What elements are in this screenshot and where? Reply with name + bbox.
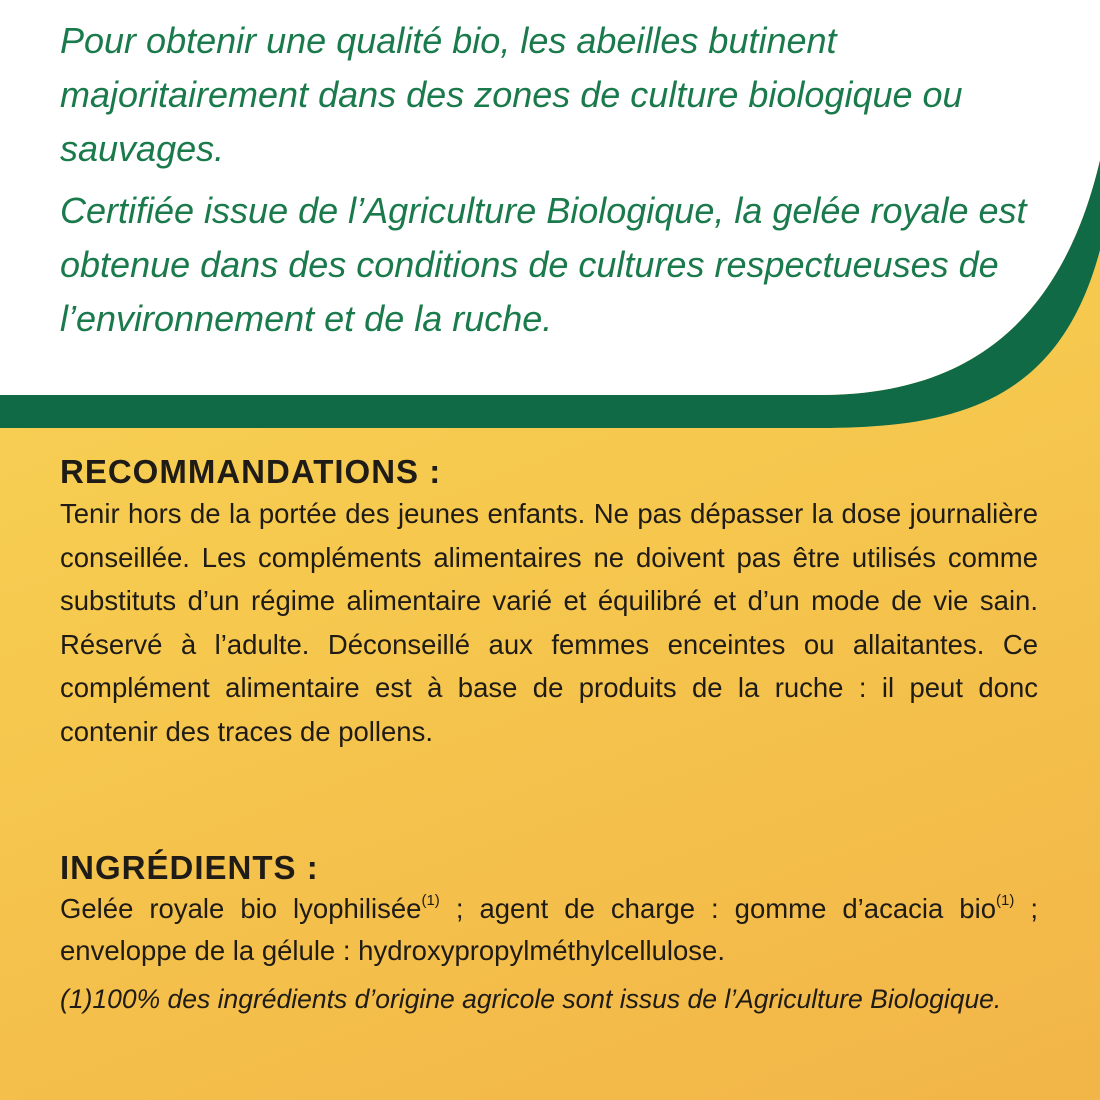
intro-section — [60, 14, 1060, 354]
ingredients-text — [60, 888, 1038, 972]
ingredients-heading: INGRÉDIENTS : — [60, 849, 319, 886]
footnote-ref: (1) — [421, 892, 440, 909]
intro-paragraph-1: Pour obtenir une qualité bio, les abeilles butinent majoritairement dans des zones de culture biologique ou sauvages. — [60, 20, 963, 169]
recommendations-heading: RECOMMANDATIONS : — [60, 453, 442, 490]
ingredient-royal-jelly: Gelée royale bio lyophilisée — [60, 893, 422, 924]
ingredients-section — [60, 848, 1038, 1020]
ingredient-acacia: ; agent de charge : gomme d’acacia bio — [439, 893, 997, 924]
intro-paragraph-2: Certifiée issue de l’Agriculture Biologique, la gelée royale est obtenue dans des conditions de cultures respectueuses de l’environnement et de la ruche. — [60, 190, 1027, 339]
recommendations-text: Tenir hors de la portée des jeunes enfants. Ne pas dépasser la dose journalière conseillée. Les compléments alimentaires ne doivent pas être utilisés comme substituts d’un régime alimentaire varié et équilibré et d’un mode de vie sain. Réservé à l’adulte. Déconseillé aux femmes enceintes ou allaitantes. Ce complément alimentaire est à base de produits de la ruche : il peut donc contenir des traces de pollens. — [60, 498, 1038, 747]
ingredients-footnote: (1)100% des ingrédients d’origine agricole sont issus de l’Agriculture Biologique. — [60, 984, 1002, 1014]
recommendations-section — [60, 452, 1038, 753]
footnote-ref: (1) — [996, 892, 1015, 909]
ingredient-capsule: ; enveloppe de la gélule : hydroxypropylméthylcellulose. — [60, 893, 1039, 966]
